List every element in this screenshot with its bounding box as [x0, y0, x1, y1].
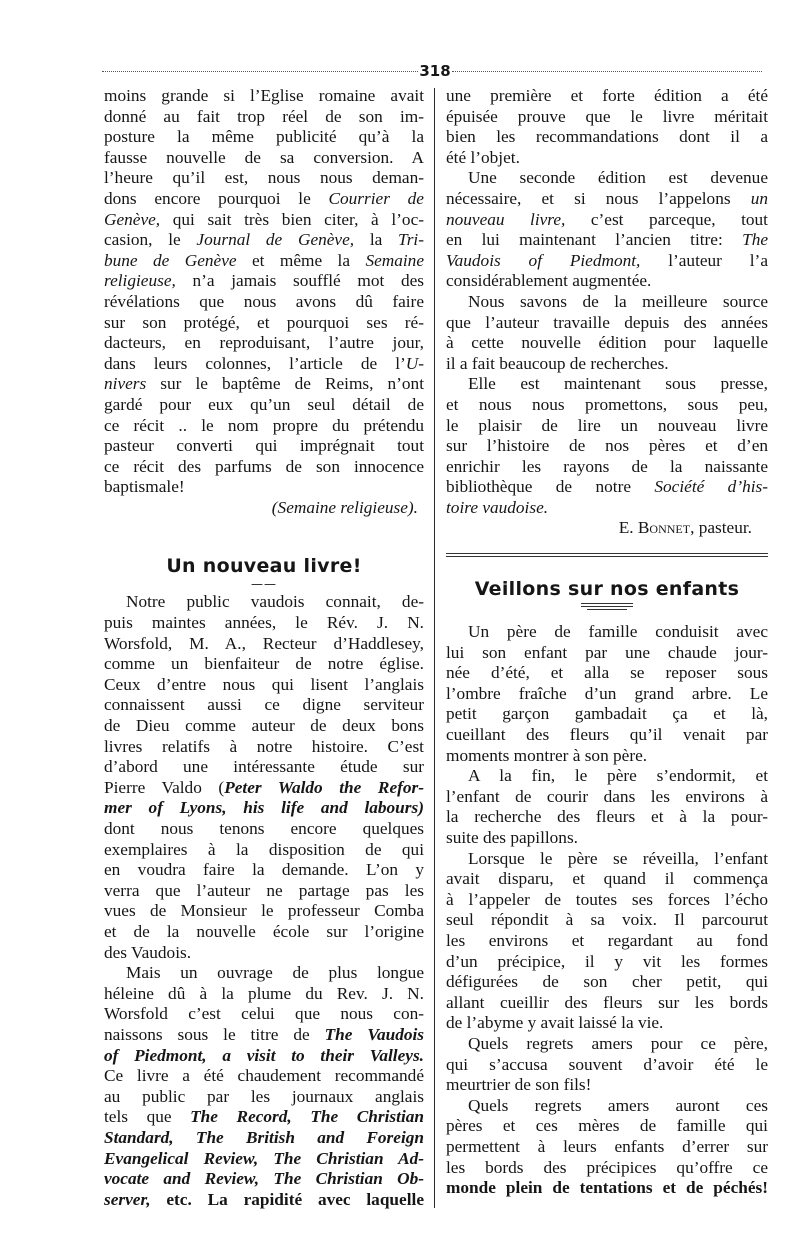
- text-segment: bibliothèque de notre: [446, 477, 655, 497]
- text-segment: Vaudois of Piedmont,: [446, 250, 641, 270]
- text-segment: Un père de famille conduisit avec: [468, 622, 768, 642]
- text-line: [104, 634, 424, 655]
- text-line: [446, 663, 768, 684]
- signature: [446, 518, 768, 539]
- text-line: [104, 1149, 424, 1170]
- text-segment: Notre public vaudois connait, de-: [126, 592, 424, 612]
- text-segment: Worsfold, M. A., Recteur d’Haddlesey,: [104, 633, 424, 653]
- text-line: [104, 168, 424, 189]
- text-line: [446, 1116, 768, 1137]
- text-line: [446, 354, 768, 375]
- text-segment: d’abord une intéressante étude sur: [104, 757, 424, 777]
- text-segment: ce récit des parfums de son innocence: [104, 456, 424, 476]
- text-segment: vues de Monsieur le professeur Comba: [104, 901, 424, 921]
- text-segment: sur son protégé, et pourquoi ses ré-: [104, 312, 424, 332]
- text-segment: Ce livre a été chaudement recommandé: [104, 1066, 424, 1086]
- text-line: [104, 592, 424, 613]
- text-segment: of Piedmont, a visit to their Valleys.: [104, 1045, 424, 1065]
- text-segment: en lui maintenant l’ancien titre:: [446, 230, 743, 250]
- text-line: [446, 622, 768, 643]
- text-segment: permettent à leurs enfants d’errer sur: [446, 1136, 768, 1156]
- text-segment: religieuse,: [104, 271, 176, 291]
- text-line: [104, 778, 424, 799]
- text-line: [104, 984, 424, 1005]
- text-segment: Courrier de: [328, 188, 424, 208]
- text-line: [446, 766, 768, 787]
- text-line: [446, 416, 768, 437]
- text-segment: Ceux d’entre nous qui lisent l’anglais: [104, 674, 424, 694]
- text-line: [446, 1034, 768, 1055]
- article-text-nouveau-livre: [104, 592, 424, 1210]
- text-line: [104, 230, 424, 251]
- text-segment: Une seconde édition est devenue: [468, 168, 768, 188]
- text-line: [104, 737, 424, 758]
- text-segment: il a fait beaucoup de recherches.: [446, 353, 669, 373]
- text-line: [104, 963, 424, 984]
- text-segment: Lorsque le père se réveilla, l’enfant: [468, 848, 768, 868]
- text-line: [446, 251, 768, 272]
- text-segment: pères et ces mères de famille qui: [446, 1116, 768, 1136]
- continued-article-text-right: [446, 86, 768, 518]
- text-segment: dont nous tenons encore quelques: [104, 819, 424, 838]
- text-segment: ce récit .. le nom propre du prétendu: [104, 415, 424, 435]
- text-line: [446, 313, 768, 334]
- text-segment: avait disparu, et quand il commença: [446, 869, 768, 889]
- article-title-nouveau-livre: Un nouveau livre!: [166, 555, 362, 578]
- text-line: [446, 1055, 768, 1076]
- text-segment: qui s’accusa souvent d’avoir été le: [446, 1054, 768, 1074]
- text-segment: puis maintes années, le Rév. J. N.: [104, 613, 424, 633]
- text-segment: à l’appeler de toutes ses forces l’écho: [446, 889, 768, 909]
- text-segment: casion, le: [104, 230, 197, 250]
- text-segment: n’a jamais soufflé mot des: [175, 271, 424, 291]
- text-segment: Journal de Genève,: [196, 230, 355, 250]
- text-segment: Peter Waldo the Refor-: [224, 777, 424, 797]
- text-segment: seul répondit à sa voix. Il parcourut: [446, 910, 768, 930]
- text-segment: la: [354, 230, 399, 250]
- continued-article-text: [104, 86, 424, 498]
- text-segment: Mais un ouvrage de plus longue: [126, 963, 424, 983]
- text-line: [446, 849, 768, 870]
- text-line: [104, 922, 424, 943]
- text-segment: fausse nouvelle de sa conversion. A: [104, 147, 424, 167]
- signature-name: E. Bonnet: [618, 518, 691, 538]
- text-line: [104, 374, 424, 395]
- text-segment: mer of Lyons, his life and labours): [104, 798, 424, 818]
- text-line: [446, 1096, 768, 1117]
- text-segment: Worsfold c’est celui que nous con-: [104, 1004, 424, 1024]
- text-segment: dacteurs, en reproduisant, l’autre jour,: [104, 333, 424, 353]
- text-segment: dans leurs colonnes, l’article de l’: [104, 353, 406, 373]
- text-line: [104, 148, 424, 169]
- text-segment: à cette nouvelle édition pour laquelle: [446, 333, 768, 353]
- text-line: [104, 107, 424, 128]
- text-segment: et de la nouvelle école sur l’origine: [104, 921, 424, 941]
- text-line: [104, 819, 424, 840]
- text-line: [446, 1178, 768, 1199]
- text-line: [104, 395, 424, 416]
- text-line: [446, 993, 768, 1014]
- text-segment: nouveau livre,: [446, 209, 566, 229]
- text-segment: Standard, The British and Foreign: [104, 1127, 424, 1147]
- text-segment: une première et forte édition a été: [446, 86, 768, 105]
- text-line: [104, 333, 424, 354]
- text-segment: les environs et regardant au fond: [446, 930, 768, 950]
- text-segment: Nous savons de la meilleure source: [468, 291, 768, 311]
- text-line: [104, 840, 424, 861]
- text-line: [446, 828, 768, 849]
- text-segment: exemplaires à la disposition de qui: [104, 839, 424, 859]
- right-column: [446, 86, 768, 1199]
- text-line: [104, 457, 424, 478]
- text-line: [446, 148, 768, 169]
- text-line: [446, 292, 768, 313]
- text-segment: Pierre Valdo (: [104, 777, 225, 797]
- text-line: [104, 1004, 424, 1025]
- text-line: [104, 271, 424, 292]
- text-segment: Semaine: [365, 250, 424, 270]
- text-segment: verra que l’auteur ne partage pas les: [104, 880, 424, 900]
- text-line: [104, 1128, 424, 1149]
- text-line: [104, 189, 424, 210]
- text-segment: épuisée prouve que le livre méritait: [446, 106, 768, 126]
- text-line: [446, 952, 768, 973]
- text-line: [104, 798, 424, 819]
- text-segment: considérablement augmentée.: [446, 271, 652, 291]
- text-line: [104, 127, 424, 148]
- text-line: [104, 1169, 424, 1190]
- text-segment: A la fin, le père s’endormit, et: [468, 766, 768, 786]
- text-line: [104, 313, 424, 334]
- page-number: 318: [419, 62, 451, 80]
- text-line: [446, 890, 768, 911]
- text-segment: comme un bienfaiteur de notre église.: [104, 654, 424, 674]
- text-segment: tels que: [104, 1107, 191, 1127]
- text-segment: dons encore pourquoi le: [104, 188, 329, 208]
- text-line: [446, 869, 768, 890]
- text-segment: lui son enfant par une chaude jour-: [446, 642, 768, 662]
- text-line: [104, 251, 424, 272]
- text-segment: moins grande si l’Eglise romaine avait: [104, 86, 424, 105]
- column-divider: [434, 88, 435, 1208]
- text-segment: petit garçon gambadait ça et là,: [446, 704, 768, 724]
- text-line: [446, 210, 768, 231]
- text-line: [104, 1066, 424, 1087]
- text-line: [446, 725, 768, 746]
- text-segment: monde plein de tentations et de péchés!: [446, 1178, 768, 1198]
- left-column: [104, 86, 424, 1210]
- text-segment: héleine dû à la plume du Rev. J. N.: [104, 983, 424, 1003]
- text-segment: le plaisir de lire un nouveau livre: [446, 415, 768, 435]
- text-segment: gardé pour eux qu’un seul détail de: [104, 394, 424, 414]
- text-line: [104, 716, 424, 737]
- text-line: [104, 881, 424, 902]
- title-ornament: ——: [251, 577, 277, 592]
- text-segment: l’heure qu’il est, nous nous deman-: [104, 168, 424, 188]
- text-segment: née d’été, et alla se reposer sous: [446, 663, 768, 683]
- text-segment: pasteur converti qui imprégnait tout: [104, 436, 424, 456]
- text-segment: The: [742, 230, 768, 250]
- text-line: [104, 477, 424, 498]
- text-segment: de l’abyme y avait laissé la vie.: [446, 1013, 664, 1033]
- text-line: [446, 931, 768, 952]
- text-line: [104, 1087, 424, 1108]
- text-line: [104, 943, 424, 964]
- text-segment: bune de Genève: [104, 250, 237, 270]
- text-segment: Evangelical Review, The Christian Ad-: [104, 1148, 424, 1168]
- text-line: [446, 436, 768, 457]
- text-line: [104, 86, 424, 107]
- text-segment: un: [750, 188, 768, 208]
- text-line: [104, 1046, 424, 1067]
- text-segment: et même la: [236, 250, 366, 270]
- text-segment: Quels regrets amers auront ces: [468, 1095, 768, 1115]
- text-segment: bien les recommandations dont il a: [446, 127, 768, 147]
- text-segment: que l’auteur travaille depuis des années: [446, 312, 768, 332]
- article-title-veillons: Veillons sur nos enfants: [474, 578, 740, 601]
- text-segment: suite des papillons.: [446, 828, 578, 847]
- text-line: [104, 695, 424, 716]
- text-segment: sur le baptême de Reims, n’ont: [146, 374, 424, 394]
- text-segment: connaissent aussi ce digne serviteur: [104, 695, 424, 715]
- text-segment: nécessaire, et si nous l’appelons: [446, 188, 751, 208]
- text-line: [104, 416, 424, 437]
- text-line: [446, 972, 768, 993]
- text-line: [446, 746, 768, 767]
- text-line: [446, 787, 768, 808]
- text-segment: des Vaudois.: [104, 942, 192, 962]
- signature-role: , pasteur.: [690, 518, 752, 538]
- text-segment: Société d’his-: [654, 477, 768, 497]
- text-segment: la recherche des fleurs et à la pour-: [446, 807, 768, 827]
- text-line: [104, 1107, 424, 1128]
- text-line: [446, 807, 768, 828]
- text-segment: U-: [405, 353, 424, 373]
- text-segment: révélations que nous avons dû faire: [104, 291, 424, 311]
- text-segment: The Record, The Christian: [190, 1107, 424, 1127]
- text-line: [446, 1075, 768, 1096]
- text-line: [104, 1190, 424, 1211]
- text-segment: vocate and Review, The Christian Ob-: [104, 1169, 424, 1189]
- text-line: [446, 477, 768, 498]
- text-line: [446, 107, 768, 128]
- text-segment: Genève,: [104, 209, 161, 229]
- text-segment: cueillant des fleurs qu’il venait par: [446, 725, 768, 745]
- text-segment: de Dieu comme auteur de deux bons: [104, 716, 424, 736]
- text-line: [446, 168, 768, 189]
- text-line: [104, 901, 424, 922]
- text-segment: en voudra faire la demande. L’on y: [104, 860, 424, 880]
- text-line: [446, 271, 768, 292]
- text-segment: toire vaudoise.: [446, 497, 549, 517]
- text-line: [446, 127, 768, 148]
- text-line: [446, 333, 768, 354]
- text-segment: server,: [104, 1189, 151, 1209]
- text-segment: au public par les journaux anglais: [104, 1086, 424, 1106]
- text-segment: défigurées de son cher petit, qui: [446, 972, 768, 992]
- text-line: [446, 395, 768, 416]
- text-segment: l’enfant de courir dans les environs à: [446, 786, 768, 806]
- text-segment: Tri-: [398, 230, 424, 250]
- text-line: [446, 374, 768, 395]
- text-line: [446, 1013, 768, 1034]
- text-segment: l’auteur l’a: [640, 250, 768, 270]
- text-line: [446, 684, 768, 705]
- text-line: [104, 354, 424, 375]
- text-line: [104, 210, 424, 231]
- text-line: [446, 1158, 768, 1179]
- text-segment: été l’objet.: [446, 147, 520, 167]
- text-segment: nivers: [104, 374, 147, 394]
- text-segment: meurtrier de son fils!: [446, 1075, 592, 1095]
- text-segment: The Vaudois: [324, 1024, 424, 1044]
- page-header: [102, 60, 762, 82]
- article-text-veillons: [446, 622, 768, 1199]
- text-line: [104, 292, 424, 313]
- text-segment: l’ombre fraîche d’un grand arbre. Le: [446, 683, 768, 703]
- text-segment: allant cueillir des fleurs sur les bords: [446, 992, 768, 1012]
- text-line: [446, 643, 768, 664]
- text-line: [104, 613, 424, 634]
- text-segment: qui sait très bien citer, à l’oc-: [160, 209, 424, 229]
- text-line: [446, 230, 768, 251]
- header-rule-left: [102, 71, 418, 72]
- text-segment: d’un précipice, il y vit les formes: [446, 951, 768, 971]
- text-line: [104, 860, 424, 881]
- text-segment: Quels regrets amers pour ce père,: [468, 1033, 768, 1053]
- text-segment: sur l’histoire de nos pères et d’en: [446, 436, 768, 456]
- text-line: [104, 675, 424, 696]
- text-segment: Elle est maintenant sous presse,: [468, 374, 768, 394]
- text-line: [104, 757, 424, 778]
- text-segment: c’est parceque, tout: [565, 209, 768, 229]
- text-segment: livres relatifs à notre histoire. C’est: [104, 736, 424, 756]
- text-line: [446, 1137, 768, 1158]
- text-segment: etc. La rapidité avec laquelle: [150, 1189, 424, 1209]
- text-line: [446, 457, 768, 478]
- header-rule-right: [452, 71, 762, 72]
- text-line: [446, 498, 768, 519]
- text-line: [104, 1025, 424, 1046]
- text-line: [104, 436, 424, 457]
- text-segment: et nous nous promettons, sous peu,: [446, 394, 768, 414]
- text-segment: baptismale!: [104, 477, 185, 497]
- text-segment: moments montrer à son père.: [446, 745, 648, 765]
- text-segment: naissons sous le titre de: [104, 1024, 325, 1044]
- text-line: [104, 654, 424, 675]
- text-line: [446, 189, 768, 210]
- text-segment: donné au fait trop réel de son im-: [104, 106, 424, 126]
- text-segment: les bords des précipices qu’offre ce: [446, 1157, 768, 1177]
- text-line: [446, 704, 768, 725]
- source-citation: (Semaine religieuse).: [271, 497, 418, 517]
- text-line: [446, 86, 768, 107]
- text-segment: enrichir les rayons de la naissante: [446, 456, 768, 476]
- text-segment: posture la même publicité qu’à la: [104, 127, 424, 147]
- title-ornament-right: [446, 603, 768, 610]
- text-line: [446, 910, 768, 931]
